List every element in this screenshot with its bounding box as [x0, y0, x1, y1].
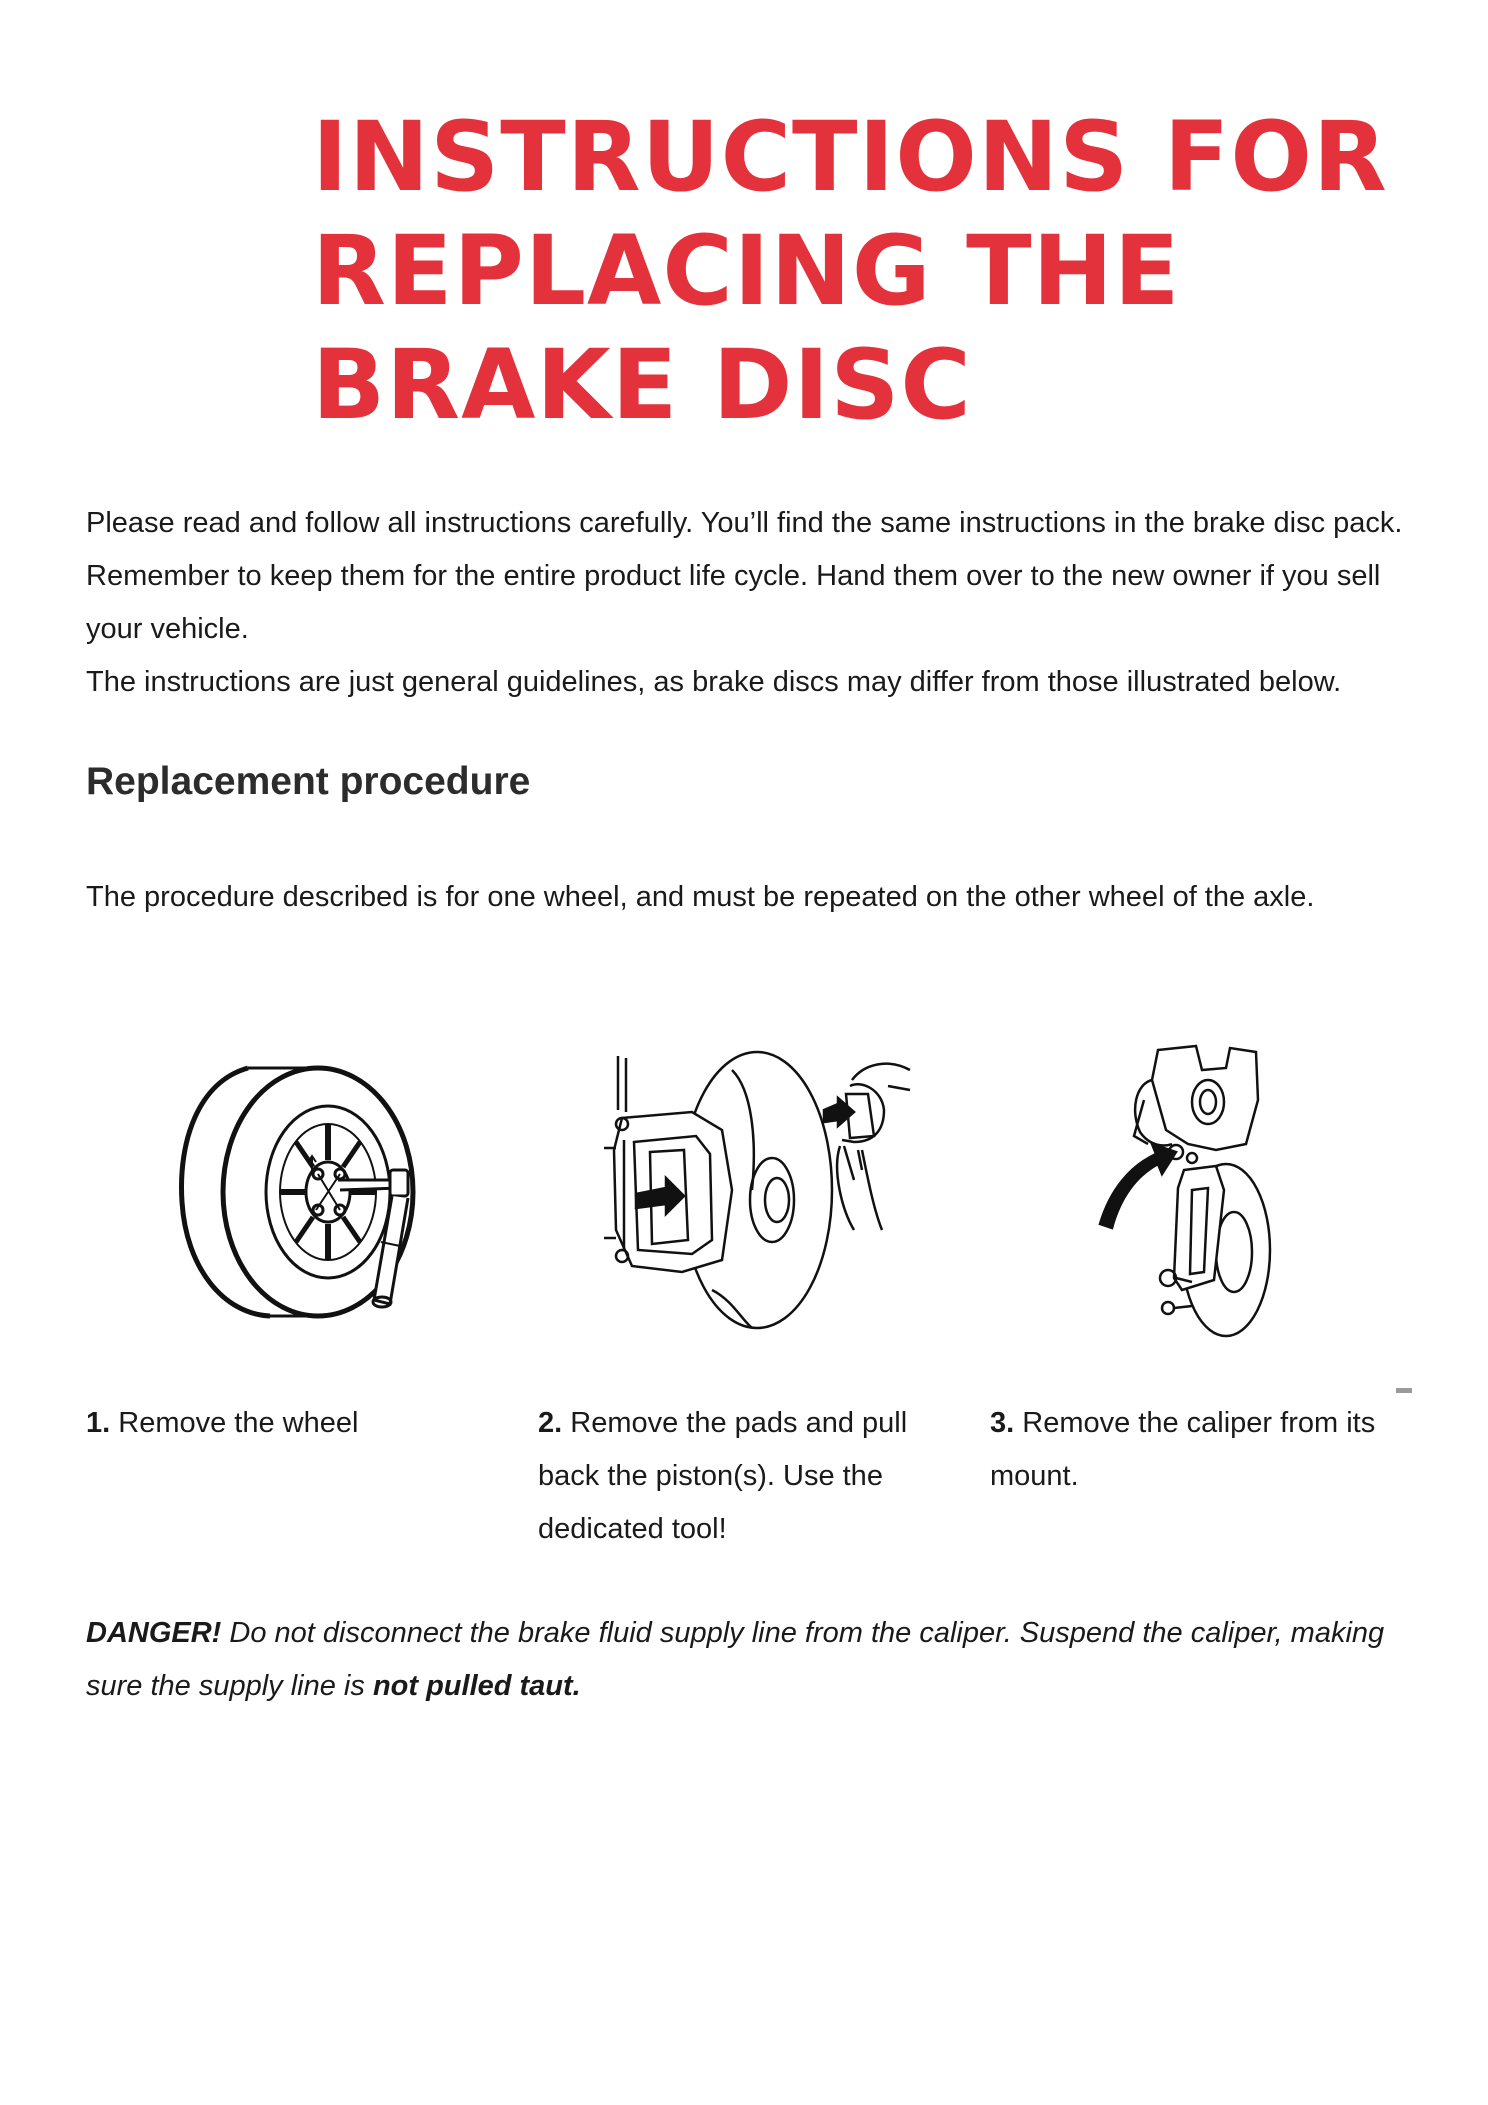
section-heading: Replacement procedure — [86, 760, 531, 803]
step-2-number: 2. — [538, 1407, 563, 1439]
danger-emphasis: not pulled taut. — [372, 1670, 581, 1702]
page-marker — [1396, 1388, 1412, 1393]
title-line-1: INSTRUCTIONS FOR — [312, 101, 1388, 213]
step-3 — [990, 1397, 1410, 1503]
step-2 — [538, 1397, 958, 1556]
document-title — [312, 100, 1432, 442]
title-line-3: BRAKE DISC — [312, 329, 972, 441]
step-3-number: 3. — [990, 1407, 1015, 1439]
caliper-removal-illustration — [1096, 1040, 1286, 1340]
danger-warning — [86, 1607, 1426, 1713]
step-3-text: Remove the caliper from its mount. — [990, 1407, 1376, 1492]
danger-text: Do not disconnect the brake fluid supply line from the caliper. Suspend the caliper, making sure the supply line is — [86, 1617, 1385, 1702]
danger-label: DANGER! — [86, 1617, 222, 1649]
brake-pad-removal-illustration — [592, 1050, 922, 1340]
intro-paragraph-1: Please read and follow all instructions carefully. You’ll find the same instructions in the brake disc pack. Remember to keep them for the entire product life cycle. Hand them over to the new owner if you sell your vehicle. — [86, 507, 1403, 645]
procedure-note: The procedure described is for one wheel, and must be repeated on the other wheel of the axle. — [86, 881, 1315, 913]
title-line-2: REPLACING THE — [312, 215, 1181, 327]
step-1 — [86, 1397, 506, 1450]
intro-paragraph-2: The instructions are just general guidelines, as brake discs may differ from those illustrated below. — [86, 666, 1342, 698]
step-1-text: Remove the wheel — [118, 1407, 359, 1439]
step-2-text: Remove the pads and pull back the piston(s). Use the dedicated tool! — [538, 1407, 908, 1545]
intro-text — [86, 497, 1426, 709]
wheel-removal-illustration — [178, 1062, 428, 1322]
step-1-number: 1. — [86, 1407, 111, 1439]
